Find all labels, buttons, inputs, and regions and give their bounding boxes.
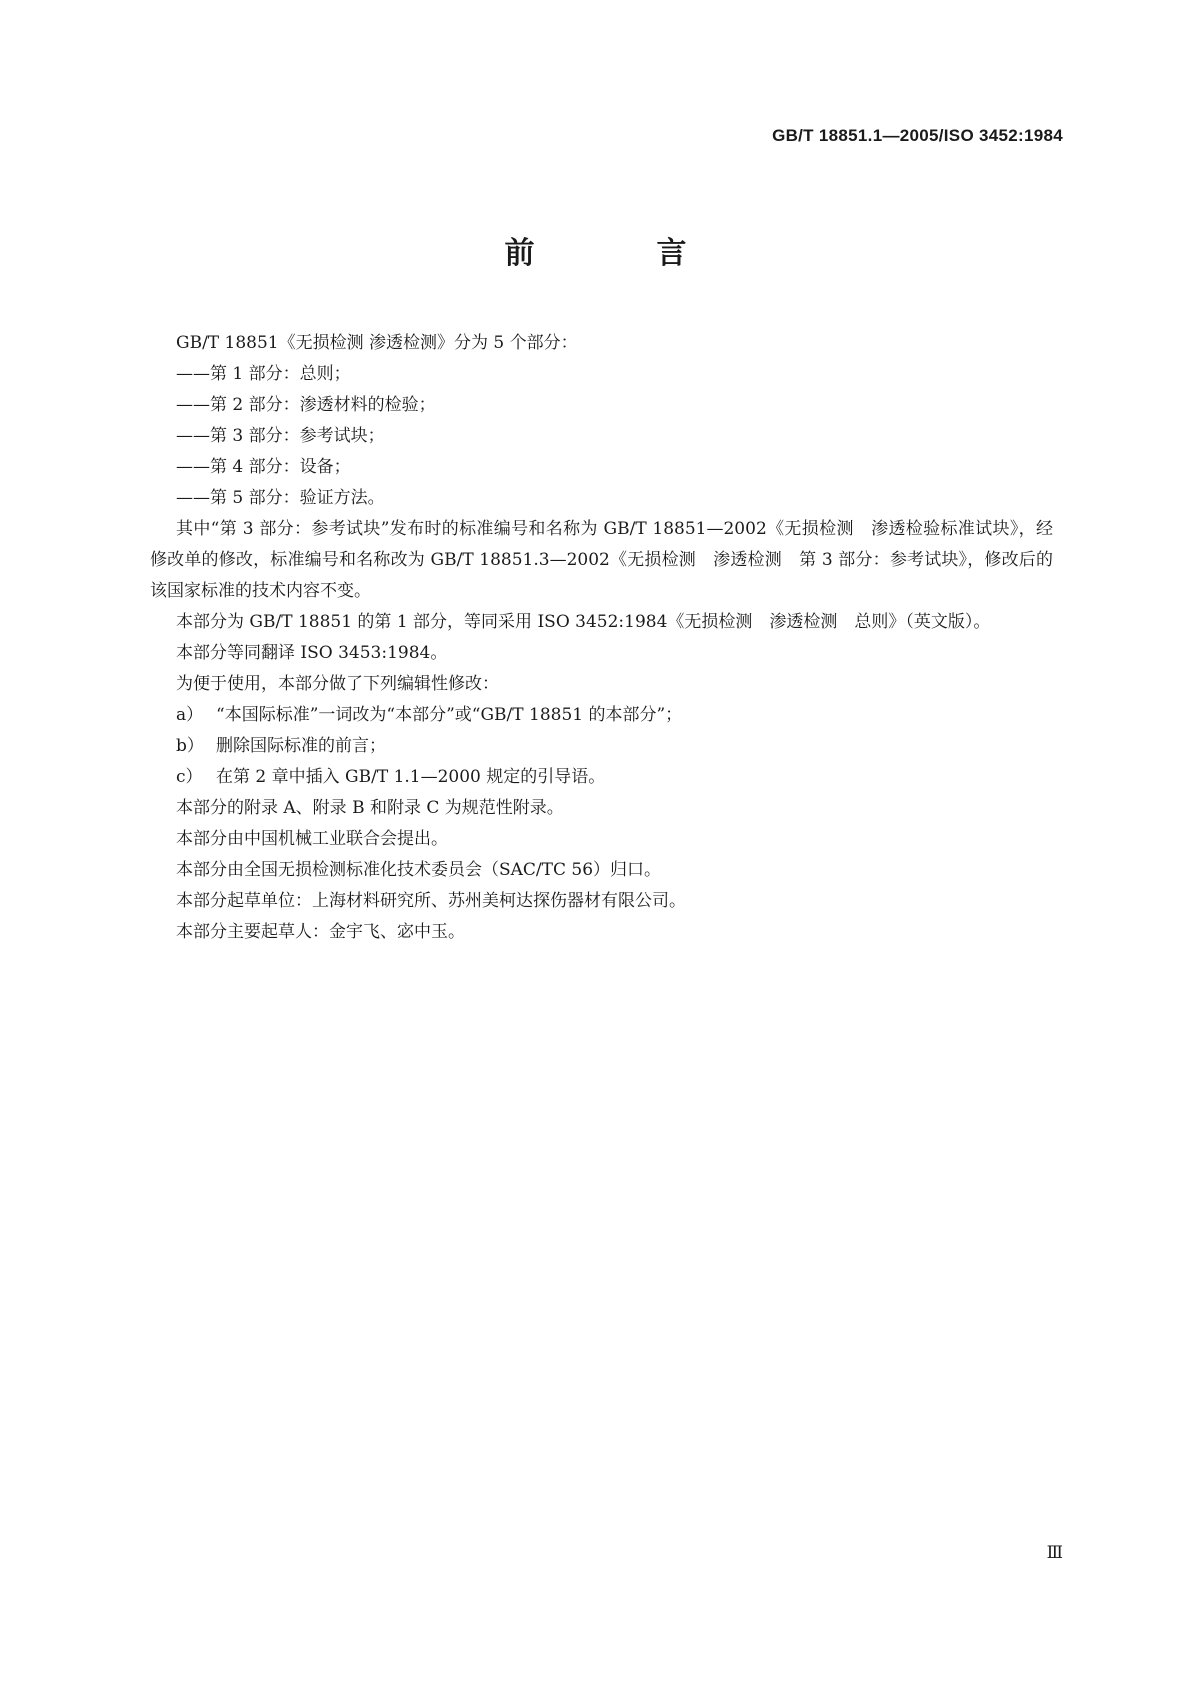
- closing-annexes: 本部分的附录 A、附录 B 和附录 C 为规范性附录。: [176, 798, 564, 818]
- list-item: [150, 762, 1053, 793]
- list-item: ——第 3 部分：参考试块；: [176, 426, 385, 446]
- paragraph-adoption: 本部分为 GB/T 18851 的第 1 部分，等同采用 ISO 3452:1984《无损检测 渗透检测 总则》（英文版）。: [176, 612, 991, 632]
- edits-list: [150, 700, 1053, 793]
- list-item-text: 删除国际标准的前言；: [216, 736, 386, 756]
- parts-list: [150, 359, 1053, 514]
- page-title: 前 言: [504, 236, 733, 271]
- closing-drafters: 本部分主要起草人：金宇飞、宓中玉。: [176, 922, 465, 942]
- paragraph-part3-history: 其中“第 3 部分：参考试块”发布时的标准编号和名称为 GB/T 18851—2002《无损检测 渗透检验标准试块》，经修改单的修改，标准编号和名称改为 GB/T 18851.3—2002《无损检测 渗透检测 第 3 部分：参考试块》，修改后的该国家标准的技术内容不变。: [150, 519, 1053, 601]
- page-number: Ⅲ: [1046, 1543, 1063, 1563]
- standard-code-header: GB/T 18851.1—2005/ISO 3452:1984: [772, 126, 1063, 145]
- list-item: ——第 2 部分：渗透材料的检验；: [176, 395, 436, 415]
- list-item: [150, 700, 1053, 731]
- paragraph-translation: 本部分等同翻译 ISO 3453:1984。: [176, 643, 448, 663]
- list-item-text: 在第 2 章中插入 GB/T 1.1—2000 规定的引导语。: [216, 767, 606, 787]
- closing-committee: 本部分由全国无损检测标准化技术委员会（SAC/TC 56）归口。: [176, 860, 662, 880]
- paragraph-edits-intro: 为便于使用，本部分做了下列编辑性修改：: [176, 674, 499, 694]
- closing-proposer: 本部分由中国机械工业联合会提出。: [176, 829, 448, 849]
- list-item: ——第 4 部分：设备；: [176, 457, 351, 477]
- list-item: ——第 1 部分：总则；: [176, 364, 351, 384]
- list-item-text: “本国际标准”一词改为“本部分”或“GB/T 18851 的本部分”；: [216, 705, 683, 725]
- closing-drafting-units: 本部分起草单位：上海材料研究所、苏州美柯达探伤器材有限公司。: [176, 891, 686, 911]
- list-item: ——第 5 部分：验证方法。: [176, 488, 385, 508]
- foreword-body: [150, 328, 1053, 948]
- list-item: [150, 731, 1053, 762]
- intro-line: GB/T 18851《无损检测 渗透检测》分为 5 个部分：: [176, 333, 578, 353]
- list-marker: c）: [176, 767, 203, 787]
- list-marker: a）: [176, 705, 204, 725]
- list-marker: b）: [176, 736, 204, 756]
